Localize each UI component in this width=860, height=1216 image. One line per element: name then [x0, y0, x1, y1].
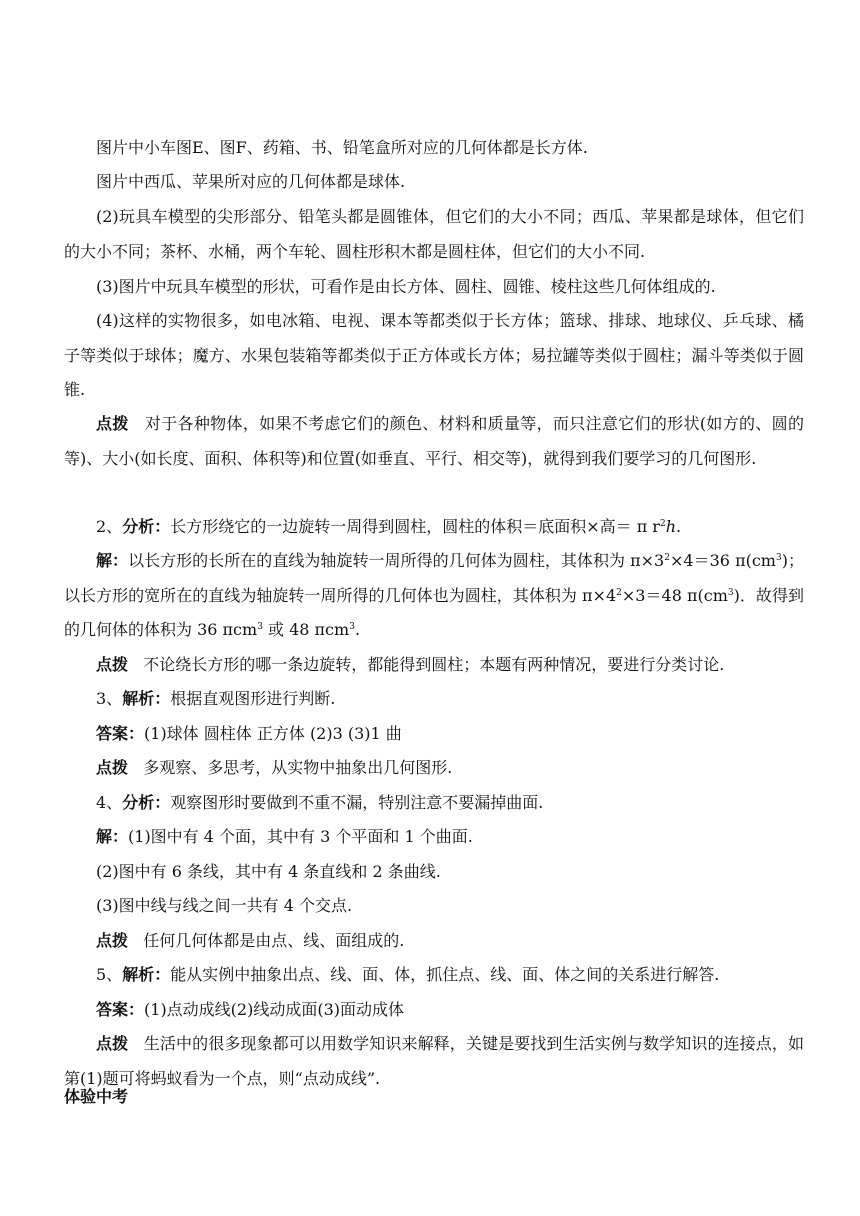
tip-label: 点拨	[96, 758, 129, 777]
q2-solution	[64, 544, 804, 648]
q2-analysis	[64, 510, 804, 545]
tip-label: 点拨	[96, 414, 129, 433]
q4-solution-2	[64, 855, 804, 890]
paragraph-1-cuboid	[64, 131, 804, 166]
tip-text: 生活中的很多现象都可以用数学知识来解释，关键是要找到生活实例与数学知识的连接点，如第(1)题可将蚂蚁看为一个点，则“点动成线”.	[64, 1034, 804, 1088]
answer-label: 答案：	[96, 724, 145, 743]
exponent: 2	[616, 587, 622, 598]
tip-1	[64, 407, 804, 476]
q4-solution-1	[64, 820, 804, 855]
solution-text: (2)图中有 6 条线，其中有 4 条直线和 2 条曲线.	[96, 862, 441, 881]
q4-analysis	[64, 786, 804, 821]
solution-label: 解：	[96, 827, 129, 846]
answer-text: (1)球体 圆柱体 正方体 (2)3 (3)1 曲	[144, 724, 402, 743]
exponent: 3	[727, 587, 734, 598]
q4-solution-3	[64, 889, 804, 924]
paragraph-text: (2)玩具车模型的尖形部分、铅笔头都是圆锥体，但它们的大小不同；西瓜、苹果都是球体，但它们的大小不同；茶杯、水桶，两个车轮、圆柱形积木都是圆柱体，但它们的大小不同.	[64, 207, 804, 261]
analysis-text: 长方形绕它的一边旋转一周得到圆柱，圆柱的体积＝底面积×高＝ π r	[170, 517, 660, 536]
tip-text: 多观察、多思考，从实物中抽象出几何图形.	[143, 758, 453, 777]
analysis-text: 观察图形时要做到不重不漏，特别注意不要漏掉曲面.	[170, 793, 544, 812]
paragraph-text: (4)这样的实物很多，如电冰箱、电视、课本等都类似于长方体；篮球、排球、地球仪、乒乓球、橘子等类似于球体；魔方、水果包装箱等都类似于正方体或长方体；易拉罐等类似于圆柱；漏斗等类似于圆锥.	[64, 311, 804, 399]
exponent: 2	[659, 519, 666, 529]
section-heading	[64, 1080, 804, 1115]
solution-text: ×4＝36 π(cm	[669, 551, 776, 570]
tip-text: 不论绕长方形的哪一条边旋转，都能得到圆柱；本题有两种情况，要进行分类讨论.	[143, 655, 725, 674]
tip-4	[64, 924, 804, 959]
paragraph-text: (3)图片中玩具车模型的形状，可看作是由长方体、圆柱、圆锥、棱柱这些几何体组成的.	[96, 277, 716, 296]
exponent: 2	[664, 553, 670, 563]
paragraph-1-part4	[64, 304, 804, 408]
tip-text: 任何几何体都是由点、线、面组成的.	[143, 931, 405, 950]
tip-2	[64, 648, 804, 683]
q5-analysis	[64, 958, 804, 993]
solution-text: (1)图中有 4 个面，其中有 3 个平面和 1 个曲面.	[128, 827, 473, 846]
tip-text: 对于各种物体，如果不考虑它们的颜色、材料和质量等，而只注意它们的形状(如方的、圆的等)、大小(如长度、面积、体积等)和位置(如垂直、平行、相交等)，就得到我们要学习的几何图形.	[64, 414, 804, 468]
analysis-label: 分析：	[122, 793, 171, 812]
q5-answer	[64, 993, 804, 1028]
analysis-text: 根据直观图形进行判断.	[170, 689, 336, 708]
paragraph-1-part2	[64, 200, 804, 269]
tip-label: 点拨	[96, 931, 129, 950]
q3-answer	[64, 717, 804, 752]
solution-label: 解：	[96, 551, 129, 570]
paragraph-1-sphere	[64, 165, 804, 200]
q3-analysis	[64, 682, 804, 717]
question-number: 3、	[96, 689, 123, 708]
analysis-label: 分析：	[122, 517, 171, 536]
exponent: 3	[775, 553, 782, 563]
paragraph-text: 图片中小车图E、图F、药箱、书、铅笔盒所对应的几何体都是长方体.	[96, 138, 588, 157]
answer-text: (1)点动成线(2)线动成面(3)面动成体	[144, 1000, 405, 1019]
analysis-text: 能从实例中抽象出点、线、面、体，抓住点、线、面、体之间的关系进行解答.	[170, 965, 720, 984]
analysis-label: 解析：	[122, 965, 171, 984]
question-number: 2、	[96, 517, 123, 536]
tip-label: 点拨	[96, 655, 129, 674]
solution-text: )；以长方形的宽所在的直线为轴旋转一周所得的几何体也为圆柱，其体积为 π×4	[64, 551, 804, 605]
solution-text: ×3＝48 π(cm	[621, 585, 728, 605]
question-number: 5、	[96, 965, 123, 984]
tip-label: 点拨	[96, 1034, 129, 1053]
solution-text: 以长方形的长所在的直线为轴旋转一周所得的几何体为圆柱，其体积为 π×3	[128, 551, 665, 570]
paragraph-1-part3	[64, 270, 804, 305]
paragraph-text: 图片中西瓜、苹果所对应的几何体都是球体.	[96, 172, 406, 191]
tip-3	[64, 751, 804, 786]
answer-label: 答案：	[96, 1000, 145, 1019]
question-number: 4、	[96, 793, 123, 812]
solution-text: )．故得到的几何体的体积为 36 πcm	[64, 585, 804, 639]
variable-h: h	[665, 517, 676, 536]
period: .	[354, 620, 361, 639]
exponent: 3	[257, 622, 263, 632]
analysis-label: 解析：	[122, 689, 171, 708]
period: .	[676, 517, 682, 536]
exponent: 3	[349, 622, 355, 632]
solution-text: (3)图中线与线之间一共有 4 个交点.	[96, 896, 353, 915]
solution-text: 或 48 πcm	[262, 620, 350, 639]
section-heading-text: 体验中考	[64, 1087, 129, 1106]
